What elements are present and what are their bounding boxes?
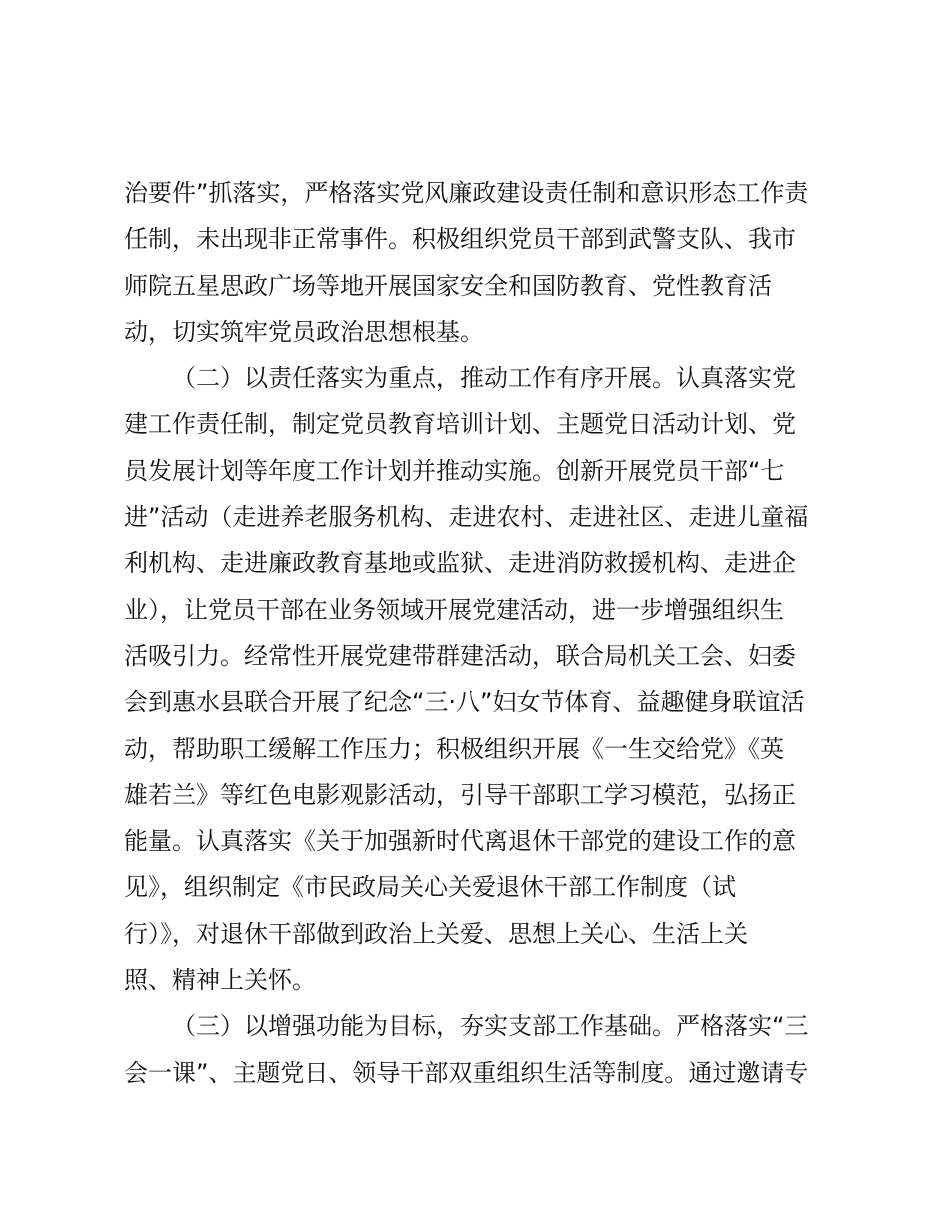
text-line: 利机构、走进廉政教育基地或监狱、走进消防救援机构、走进企	[124, 549, 796, 578]
text-line: 会到惠水县联合开展了纪念“三·八”妇女节体育、益趣健身联谊活	[124, 688, 805, 717]
text-line: 员发展计划等年度工作计划并推动实施。创新开展党员干部“七	[124, 456, 785, 485]
text-line: 动，切实筑牢党员政治思想根基。	[124, 317, 484, 346]
section-heading-line: （二）以责任落实为重点，推动工作有序开展。认真落实党	[172, 364, 796, 393]
text-line: 业），让党员干部在业务领域开展党建活动，进一步增强组织生	[124, 595, 784, 624]
text-line: 行）》，对退休干部做到政治上关爱、思想上关心、生活上关	[124, 919, 748, 948]
text-line: 动，帮助职工缓解工作压力；积极组织开展《一生交给党》《英	[124, 734, 784, 763]
body-text	[124, 170, 844, 1096]
text-line: 进”活动（走进养老服务机构、走进农村、走进社区、走进儿童福	[124, 503, 809, 532]
text-line: 能量。认真落实《关于加强新时代离退休干部党的建设工作的意	[124, 827, 796, 856]
text-line: 会一课”、主题党日、领导干部双重组织生活等制度。通过邀请专	[124, 1058, 809, 1087]
text-line: 建工作责任制，制定党员教育培训计划、主题党日活动计划、党	[124, 410, 796, 439]
text-line: 雄若兰》等红色电影观影活动，引导干部职工学习模范，弘扬正	[124, 780, 796, 809]
text-line: 治要件”抓落实，严格落实党风廉政建设责任制和意识形态工作责	[124, 179, 809, 207]
text-line: 活吸引力。经常性开展党建带群建活动，联合局机关工会、妇委	[124, 641, 796, 670]
text-line: 师院五星思政广场等地开展国家安全和国防教育、党性教育活	[124, 271, 772, 300]
text-line: 任制，未出现非正常事件。积极组织党员干部到武警支队、我市	[124, 225, 796, 254]
section-heading-line: （三）以增强功能为目标，夯实支部工作基础。严格落实“三	[172, 1012, 809, 1041]
text-line: 照、精神上关怀。	[124, 966, 316, 995]
text-line: 见》，组织制定《市民政局关心关爱退休干部工作制度（试	[124, 873, 736, 902]
